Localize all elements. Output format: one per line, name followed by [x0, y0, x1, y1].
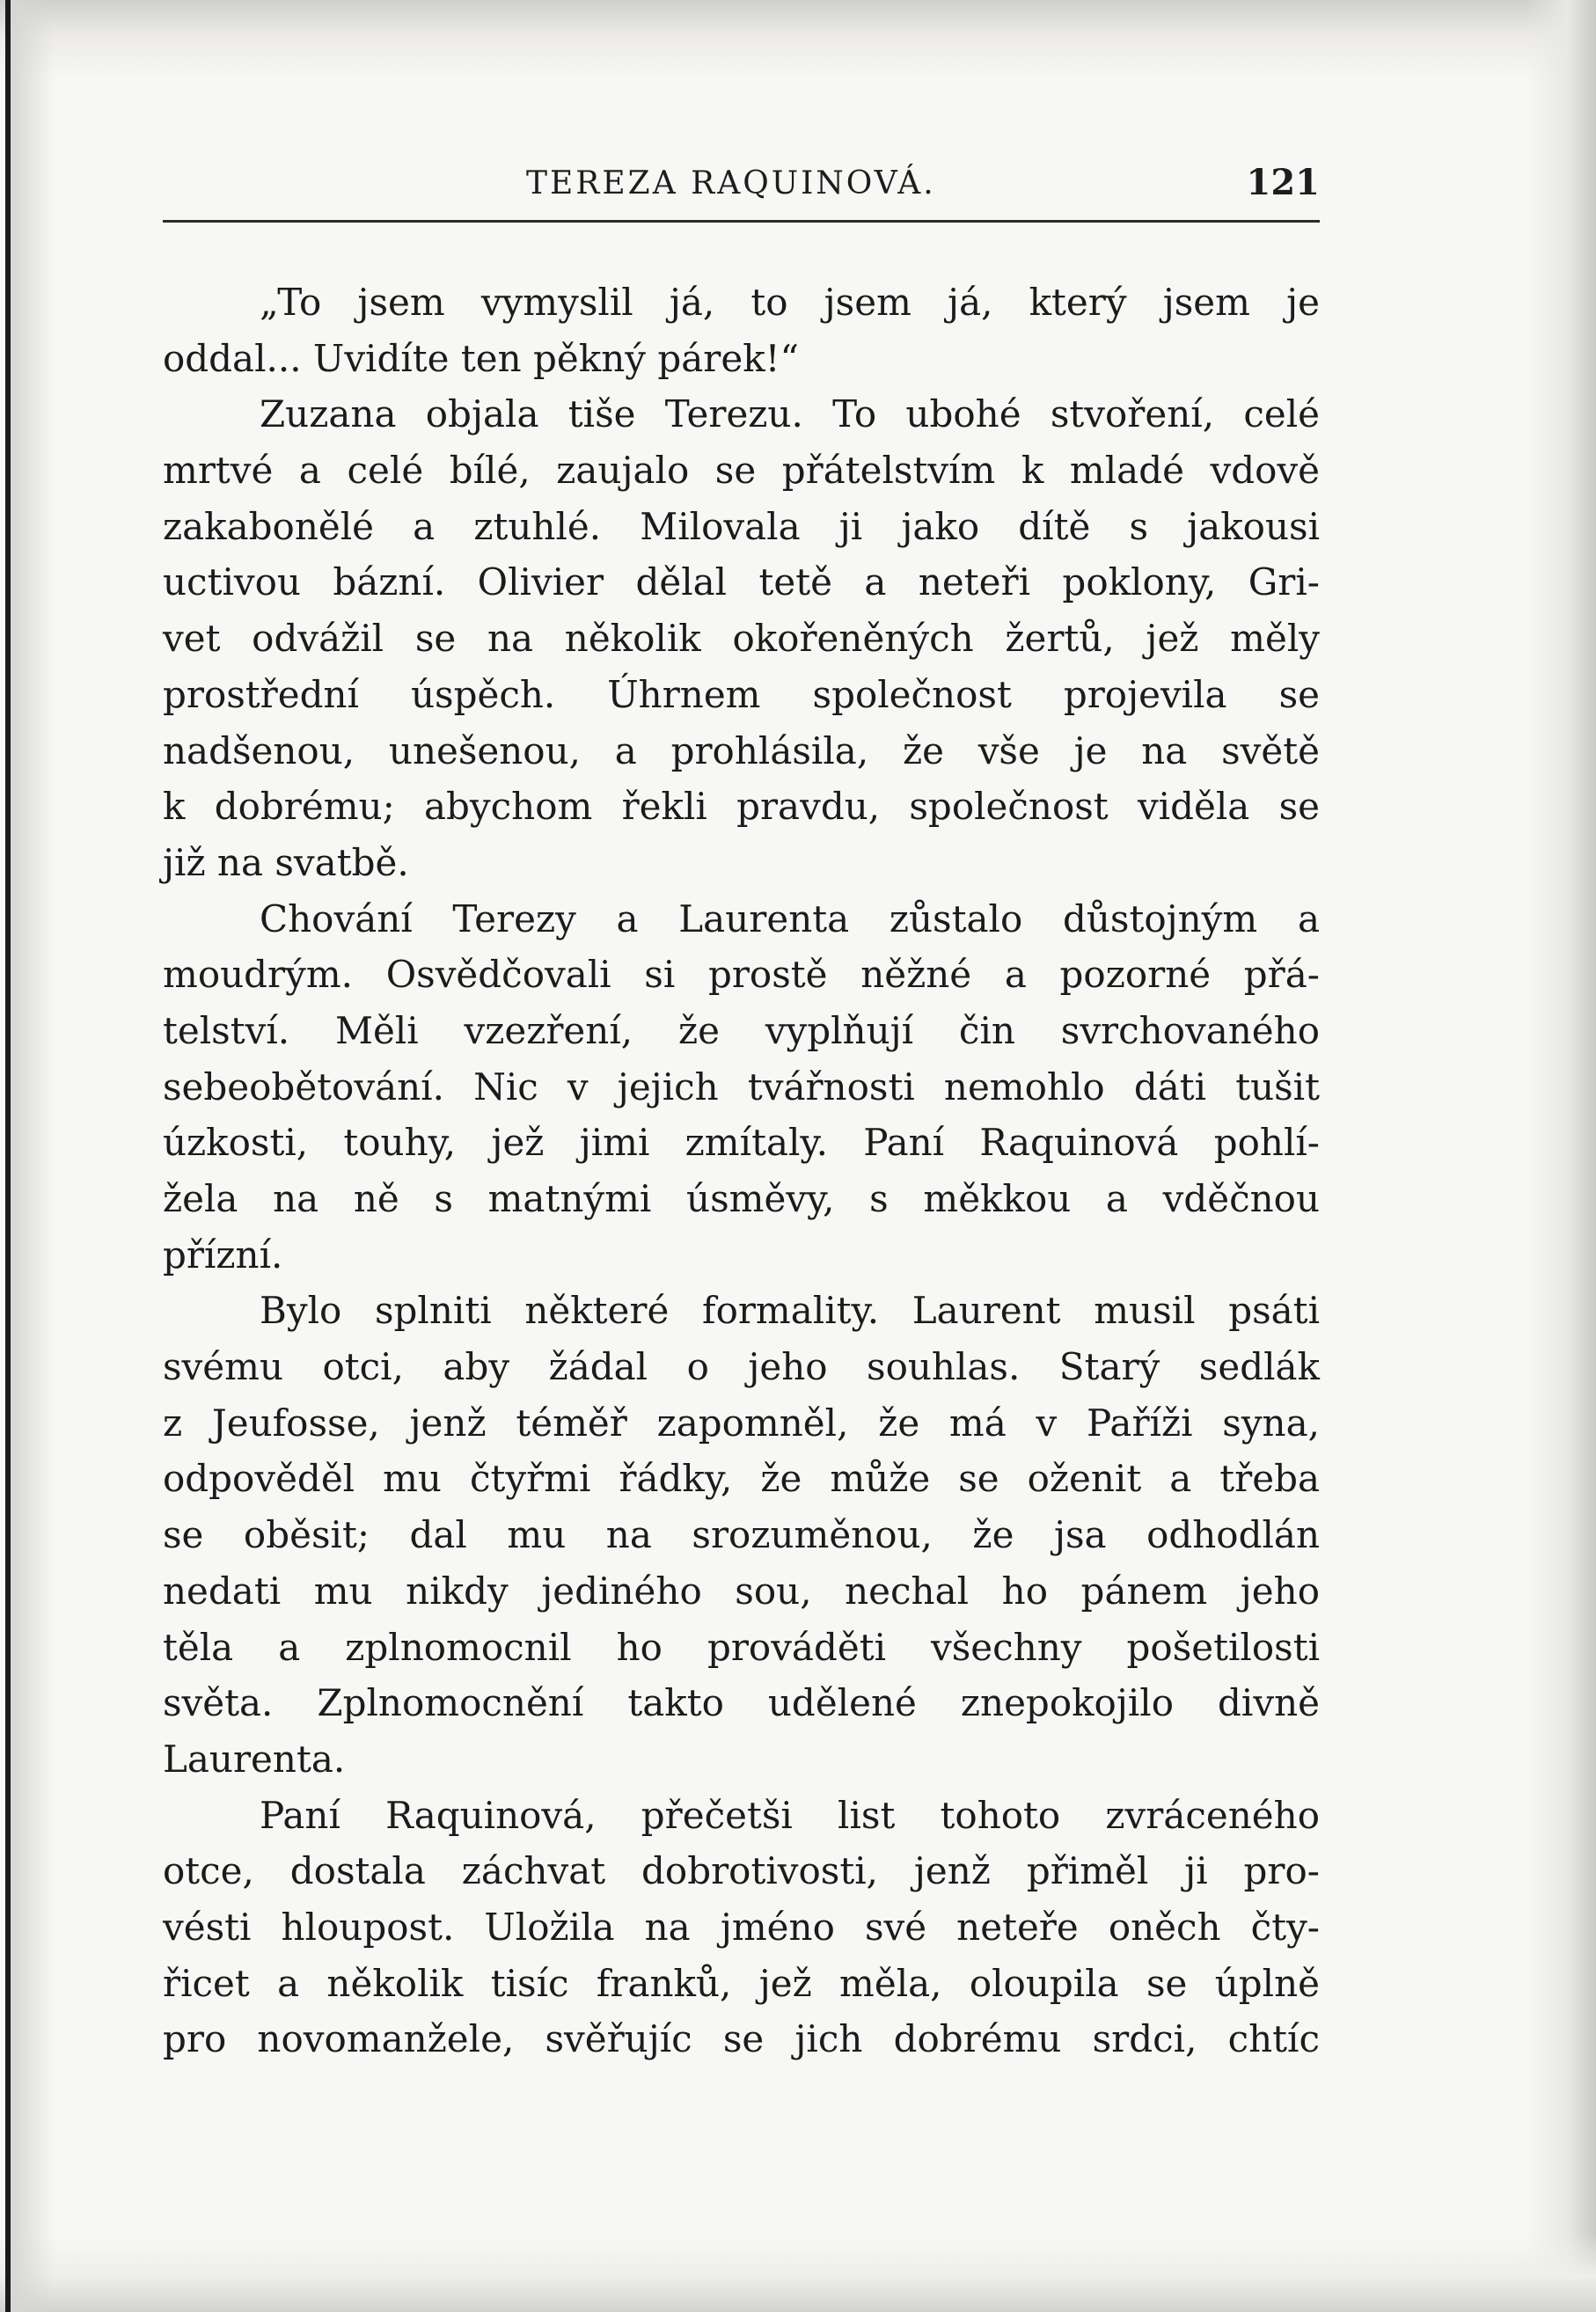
- text-line: oddal... Uvidíte ten pěkný párek!“: [163, 336, 800, 380]
- text-line: vet odvážil se na několik okořeněných žertů, jež měly: [163, 617, 1320, 661]
- text-line: sebeobětování. Nic v jejich tvářnosti nemohlo dáti tušit: [163, 1065, 1320, 1108]
- text-line: pro novomanžele, svěřujíc se jich dobrému srdci, chtíc: [163, 2017, 1320, 2061]
- text-line: mrtvé a celé bílé, zaujalo se přátelstvím k mladé vdově: [163, 449, 1320, 493]
- text-line: řicet a několik tisíc franků, jež měla, oloupila se úplně: [163, 1961, 1320, 2005]
- text-line: již na svatbě.: [163, 840, 409, 884]
- text-line: vésti hloupost. Uložila na jméno své neteře oněch čty-: [163, 1905, 1320, 1949]
- text-line: telství. Měli vzezření, že vyplňují čin svrchovaného: [163, 1008, 1320, 1052]
- text-line: nedati mu nikdy jediného sou, nechal ho pánem jeho: [163, 1569, 1320, 1613]
- text-line: Chování Terezy a Laurenta zůstalo důstojným a: [260, 896, 1320, 940]
- text-line: se oběsit; dal mu na srozuměnou, že jsa odhodlán: [163, 1513, 1320, 1557]
- text-line: světa. Zplnomocnění takto udělené znepokojilo divně: [163, 1681, 1320, 1725]
- text-line: uctivou bázní. Olivier dělal tetě a neteři poklony, Gri-: [163, 560, 1320, 604]
- page-right-shadow: [1526, 0, 1596, 2312]
- text-line: úzkosti, touhy, jež jimi zmítaly. Paní Raquinová pohlí-: [163, 1121, 1320, 1165]
- page-number: 121: [1246, 162, 1320, 203]
- text-line: Bylo splniti některé formality. Laurent musil psáti: [260, 1289, 1320, 1333]
- text-line: „To jsem vymyslil já, to jsem já, který jsem je: [260, 281, 1320, 324]
- text-line: Paní Raquinová, přečetši list tohoto zvráceného: [260, 1793, 1320, 1837]
- binding-edge: [5, 0, 11, 2312]
- page-bottom-shadow: [0, 2233, 1596, 2312]
- body-text: [163, 274, 1320, 2067]
- text-line: prostřední úspěch. Úhrnem společnost projevila se: [163, 672, 1320, 716]
- text-line: moudrým. Osvědčovali si prostě něžné a pozorné přá-: [163, 953, 1320, 997]
- text-line: otce, dostala záchvat dobrotivosti, jenž přiměl ji pro-: [163, 1849, 1320, 1893]
- page-top-shadow: [0, 0, 1596, 79]
- text-line: k dobrému; abychom řekli pravdu, společnost viděla se: [163, 785, 1320, 829]
- text-line: svému otci, aby žádal o jeho souhlas. Starý sedlák: [163, 1345, 1320, 1389]
- page-header: [163, 158, 1320, 223]
- text-line: těla a zplnomocnil ho prováděti všechny pošetilosti: [163, 1625, 1320, 1669]
- text-line: nadšenou, unešenou, a prohlásila, že vše je na světě: [163, 728, 1320, 772]
- text-line: Laurenta.: [163, 1737, 346, 1781]
- text-line: z Jeufosse, jenž téměř zapomněl, že má v Paříži syna,: [163, 1401, 1320, 1445]
- text-line: Zuzana objala tiše Terezu. To ubohé stvoření, celé: [260, 392, 1320, 436]
- running-title: TEREZA RAQUINOVÁ.: [526, 165, 936, 201]
- binding-gutter-shadow: [11, 0, 55, 2312]
- text-line: přízní.: [163, 1233, 283, 1277]
- text-line: odpověděl mu čtyřmi řádky, že může se oženit a třeba: [163, 1457, 1320, 1501]
- text-line: zakabonělé a ztuhlé. Milovala ji jako dítě s jakousi: [163, 504, 1320, 548]
- text-line: žela na ně s matnými úsměvy, s měkkou a vděčnou: [163, 1177, 1320, 1220]
